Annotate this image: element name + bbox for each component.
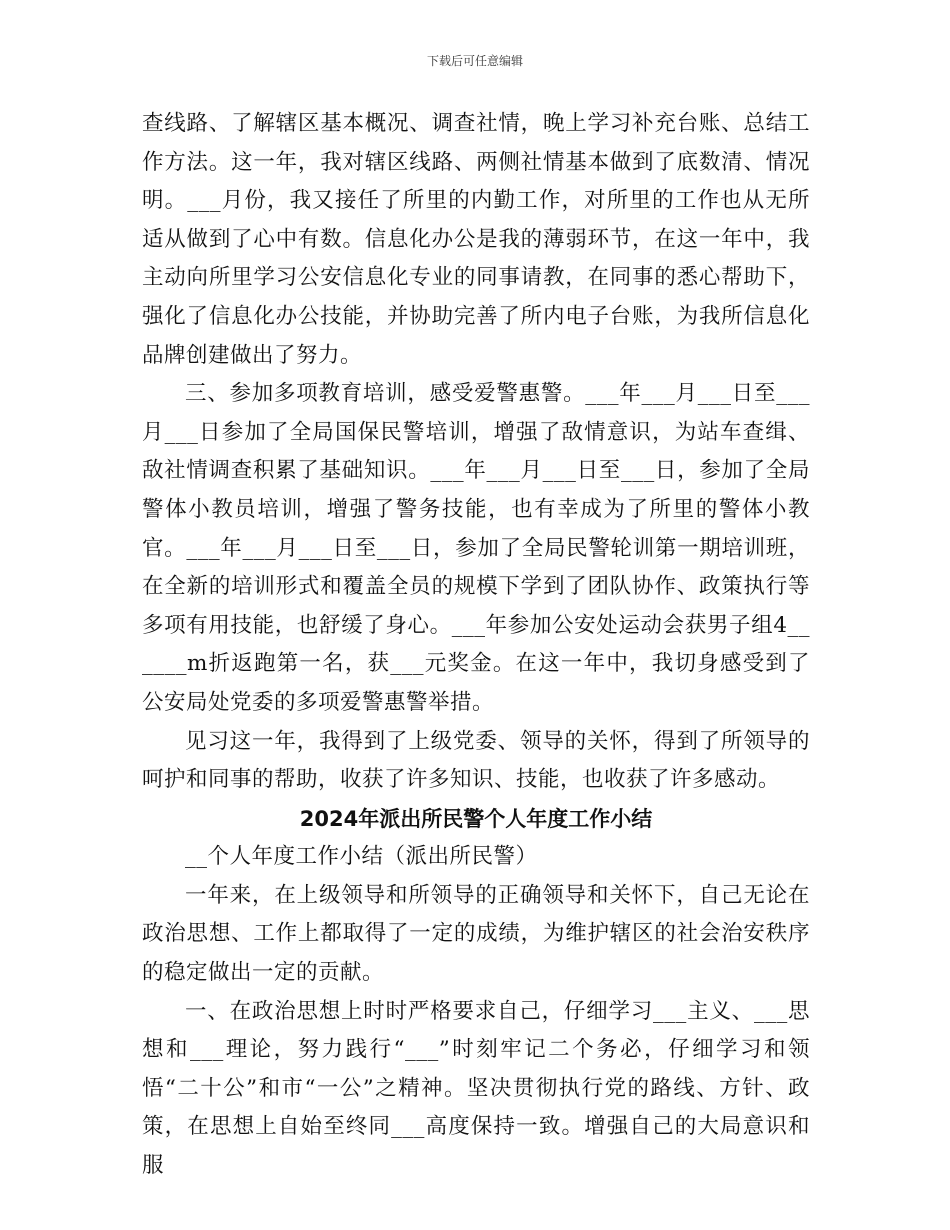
paragraph-political: 一、在政治思想上时时严格要求自己，仔细学习___主义、___思想和___理论，努力践行“___”时刻牢记二个务必，仔细学习和领悟“二十公”和市“一公”之精神。坚决贯彻执行党的路线、方针、政策，在思想上自始至终同___高度保持一致。增强自己的大局意识和服 — [142, 998, 810, 1179]
paragraph-intro: 一年来，在上级领导和所领导的正确领导和关怀下，自己无论在政治思想、工作上都取得了一定的成绩，为维护辖区的社会治安秩序的稳定做出一定的贡献。 — [142, 882, 810, 986]
paragraph-continuation: 查线路、了解辖区基本概况、调查社情，晚上学习补充台账、总结工作方法。这一年，我对辖区线路、两侧社情基本做到了底数清、情况明。___月份，我又接任了所里的内勤工作，对所里的工作也从无所适从做到了心中有数。信息化办公是我的薄弱环节，在这一年中，我主动向所里学习公安信息化专业的同事请教，在同事的悉心帮助下，强化了信息化办公技能，并协助完善了所内电子台账，为我所信息化品牌创建做出了努力。 — [142, 111, 810, 368]
paragraph-training: 三、参加多项教育培训，感受爱警惠警。___年___月___日至___月___日参加了全局国保民警培训，增强了敌情意识，为站车查缉、敌社情调查积累了基础知识。___年___月___日至___日，参加了全局警体小教员培训，增强了警务技能，也有幸成为了所里的警体小教官。___年___月___日至___日，参加了全局民警轮训第一期培训班，在全新的培训形式和覆盖全员的规模下学到了团队协作、政策执行等多项有用技能，也舒缓了身心。___年参加公安处运动会获男子组4______m折返跑第一名，获___元奖金。在这一年中，我切身感受到了公安局处党委的多项爱警惠警举措。 — [142, 381, 810, 715]
paragraph-summary: 见习这一年，我得到了上级党委、领导的关怀，得到了所领导的呵护和同事的帮助，收获了许多知识、技能，也收获了许多感动。 — [142, 728, 810, 793]
header-note: 下载后可任意编辑 — [426, 54, 523, 68]
section-title: 2024年派出所民警个人年度工作小结 — [299, 806, 653, 831]
document-body — [142, 105, 810, 1186]
paragraph-subtitle: __个人年度工作小结（派出所民警） — [185, 844, 538, 870]
